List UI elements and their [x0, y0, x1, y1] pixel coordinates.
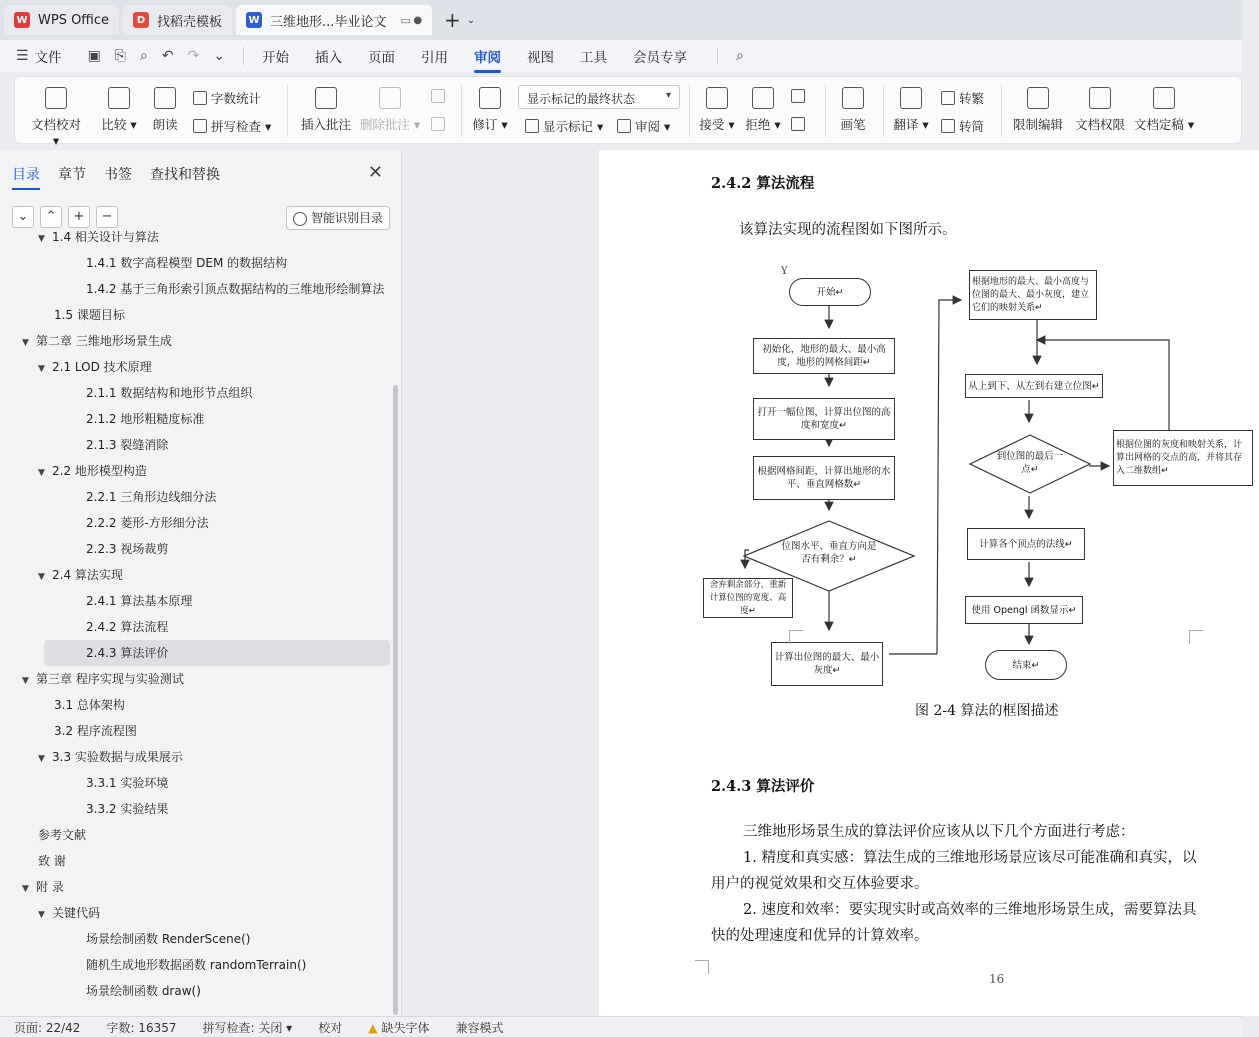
menu-member[interactable]: 会员专享	[633, 50, 688, 66]
toc-item[interactable]	[0, 718, 392, 744]
flow-decision-last: 到位图的最后一点↵	[969, 434, 1091, 494]
toc-item[interactable]	[0, 224, 392, 250]
text-boundary-corner	[1189, 630, 1203, 644]
toc-item[interactable]	[0, 666, 392, 692]
toc-item-label: 1.4 相关设计与算法	[52, 230, 159, 244]
menu-references[interactable]: 引用	[421, 50, 449, 66]
tab-toc[interactable]: 目录	[12, 164, 40, 184]
toc-item-label: 第二章 三维地形场景生成	[36, 334, 172, 348]
navigation-pane	[0, 150, 402, 1016]
paragraph-evaluation: 三维地形场景生成的算法评价应该从以下几个方面进行考虑：	[743, 824, 1135, 840]
tab-find-replace[interactable]: 查找和替换	[150, 167, 220, 183]
toc-item[interactable]	[0, 536, 392, 562]
toc-item[interactable]	[0, 380, 392, 406]
toc-item[interactable]	[0, 588, 392, 614]
compare-icon	[108, 87, 130, 109]
toc-item-label: 3.2 程序流程图	[54, 724, 137, 738]
flow-opengl: 使用 Opengl 函数显示↵	[965, 596, 1083, 624]
status-bar	[0, 1016, 1242, 1037]
flow-end: 结束↵	[985, 650, 1067, 680]
minus-icon: −	[101, 209, 113, 224]
menu-file[interactable]: 文件	[34, 50, 62, 66]
ink-pen-button[interactable]: 画笔	[835, 87, 871, 133]
simplified-chinese-icon	[941, 119, 955, 133]
toc-item[interactable]	[0, 250, 392, 276]
word-count-button[interactable]: 字数统计	[193, 89, 261, 107]
tab-chapters[interactable]: 章节	[58, 167, 86, 183]
menu-page[interactable]: 页面	[368, 50, 396, 66]
chevron-down-icon: ⌄	[17, 209, 29, 224]
toc-item[interactable]	[0, 562, 392, 588]
tab-list-chevron-icon[interactable]: ⌄	[466, 14, 476, 26]
warning-icon: ▲	[368, 1020, 378, 1035]
read-aloud-icon	[154, 87, 176, 109]
toc-item[interactable]	[0, 952, 392, 978]
expand-toggle-icon[interactable]: ▼	[38, 910, 45, 920]
heading-2-4-3: 2.4.3 算法评价	[711, 778, 815, 795]
toc-item[interactable]	[0, 796, 392, 822]
spell-check-button[interactable]: 拼写检查 ▾	[193, 117, 271, 135]
next-change-icon	[791, 117, 805, 131]
reject-button[interactable]: 拒绝 ▾	[745, 87, 781, 133]
flow-open-bitmap: 打开一幅位图，计算出位图的高度和宽度↵	[753, 398, 895, 440]
toc-item-label: 3.3.1 实验环境	[86, 776, 169, 790]
monitor-icon[interactable]: ▭	[400, 13, 411, 27]
flow-build-bitmap: 从上到下、从左到右建立位图↵	[965, 374, 1103, 398]
toc-item-label: 3.1 总体架构	[54, 698, 125, 712]
toc-item-label: 3.3.2 实验结果	[86, 802, 169, 816]
search-icon[interactable]: ⌕	[736, 48, 744, 64]
toc-item[interactable]	[0, 614, 392, 640]
flow-discard: 舍弃剩余部分，重新计算位图的宽度、高度↵	[703, 578, 793, 618]
insert-comment-icon	[315, 87, 337, 109]
toc-item-label: 1.4.2 基于三角形索引顶点数据结构的三维地形绘制算法	[86, 282, 385, 296]
toc-item[interactable]	[44, 640, 390, 666]
paragraph-accuracy-line2: 用户的视觉效果和交互体验要求。	[711, 876, 929, 892]
toc-item-label: 场景绘制函数 draw()	[86, 984, 201, 998]
word-count-icon	[193, 91, 207, 105]
toc-item-label: 1.5 课题目标	[54, 308, 125, 322]
menu-tools[interactable]: 工具	[580, 50, 608, 66]
toc-item-label: 2.2.2 菱形-方形细分法	[86, 516, 209, 530]
insert-comment-button[interactable]: 插入批注	[299, 87, 353, 133]
menu-bar	[0, 40, 1242, 72]
close-icon[interactable]: ✕	[367, 162, 383, 183]
toc-item[interactable]	[0, 848, 392, 874]
chevron-up-icon: ⌃	[45, 209, 57, 224]
expand-toggle-icon[interactable]: ▼	[22, 676, 29, 686]
ribbon-divider	[287, 85, 288, 137]
accept-button[interactable]: 接受 ▾	[699, 87, 735, 133]
toc-item[interactable]	[0, 328, 392, 354]
translate-button[interactable]: 翻译 ▾	[893, 87, 929, 133]
review-ribbon	[14, 76, 1242, 148]
unsaved-dot-icon[interactable]: ●	[413, 14, 423, 26]
toc-item-label: 2.4.1 算法基本原理	[86, 594, 193, 608]
markup-state-select[interactable]: 显示标记的最终状态 ▾	[518, 85, 680, 109]
toc-item-label: 2.2.1 三角形边线细分法	[86, 490, 217, 504]
expand-toggle-icon[interactable]: ▼	[38, 754, 45, 764]
text-boundary-corner	[695, 960, 709, 974]
missing-font-status[interactable]: ▲ 缺失字体	[368, 1020, 430, 1035]
flow-calc-grid: 根据网格间距，计算出地形的水平、垂直网格数↵	[753, 456, 895, 500]
ribbon-divider	[883, 85, 884, 137]
undo-icon[interactable]: ↶	[161, 48, 174, 64]
reject-icon	[752, 87, 774, 109]
toc-item-label: 2.1 LOD 技术原理	[52, 360, 152, 374]
toc-item-label: 2.2.3 视场裁剪	[86, 542, 169, 556]
menu-home[interactable]: 开始	[262, 50, 290, 66]
read-aloud-button[interactable]: 朗读	[149, 87, 181, 133]
new-tab-plus-icon[interactable]: +	[444, 8, 461, 32]
toc-item[interactable]	[0, 458, 392, 484]
toc-item[interactable]	[0, 484, 392, 510]
accept-icon	[706, 87, 728, 109]
pen-icon	[842, 87, 864, 109]
flow-mark-label: Y	[781, 266, 788, 277]
quick-access-chevron-icon[interactable]: ⌄	[213, 48, 226, 64]
toc-item-label: 3.3 实验数据与成果展示	[52, 750, 183, 764]
toc-item-label: 2.1.2 地形粗糙度标准	[86, 412, 205, 426]
toc-item[interactable]	[0, 900, 392, 926]
to-traditional-button[interactable]: 转繁	[941, 89, 984, 107]
prev-change-button[interactable]	[791, 89, 809, 103]
toc-scrollbar[interactable]	[393, 385, 398, 1015]
next-comment-button[interactable]	[431, 117, 449, 131]
toc-item[interactable]	[0, 354, 392, 380]
menu-view[interactable]: 视图	[527, 50, 555, 66]
toc-item[interactable]	[0, 744, 392, 770]
word-counter[interactable]: 字数: 16357	[106, 1020, 177, 1035]
toc-item[interactable]	[0, 406, 392, 432]
delete-comment-button[interactable]: 删除批注 ▾	[359, 87, 421, 133]
menu-insert[interactable]: 插入	[315, 50, 343, 66]
toc-item[interactable]	[0, 926, 392, 952]
paragraph-accuracy-line1: 1. 精度和真实感：算法生成的三维地形场景应该尽可能准确和真实，以	[743, 850, 1197, 866]
expand-toggle-icon[interactable]: ▼	[22, 338, 29, 348]
paragraph-speed-line2: 快的处理速度和优异的计算效率。	[711, 928, 929, 944]
toc-item-label: 2.2 地形模型构造	[52, 464, 147, 478]
tab-docer-templates[interactable]	[123, 5, 232, 35]
tab-label: 找稻壳模板	[157, 14, 223, 30]
flow-mapping: 根据地形的最大、最小高度与位图的最大、最小灰度，建立它们的映射关系↵	[969, 270, 1097, 320]
save-icon[interactable]: ▣	[87, 48, 101, 64]
toc-tree	[0, 230, 392, 1016]
toc-item-label: 1.4.1 数字高程模型 DEM 的数据结构	[86, 256, 288, 270]
print-preview-icon[interactable]: ⌕	[140, 48, 148, 64]
traditional-chinese-icon	[941, 91, 955, 105]
toc-item[interactable]	[0, 822, 392, 848]
page-number: 16	[989, 972, 1005, 986]
prev-comment-button[interactable]	[431, 89, 449, 103]
menu-review[interactable]: 审阅	[474, 46, 501, 66]
toc-item-label: 2.4.3 算法评价	[86, 646, 169, 660]
wps-logo-icon: W	[14, 12, 30, 28]
proofread-status[interactable]: 校对	[318, 1020, 343, 1035]
redo-icon[interactable]: ↷	[187, 48, 200, 64]
toc-item-label: 第三章 程序实现与实验测试	[36, 672, 184, 686]
menu-divider	[243, 47, 244, 65]
revise-button[interactable]: 修订 ▾	[471, 87, 509, 133]
heading-2-4-2: 2.4.2 算法流程	[711, 175, 815, 192]
page-counter[interactable]: 页面: 22/42	[14, 1020, 81, 1035]
finalize-button[interactable]: 文档定稿 ▾	[1133, 87, 1195, 133]
plus-icon: +	[73, 209, 85, 224]
tab-label: WPS Office	[38, 12, 110, 28]
toc-item[interactable]	[0, 874, 392, 900]
flowchart	[709, 260, 1259, 690]
toc-item[interactable]	[0, 770, 392, 796]
tab-document[interactable]	[236, 5, 432, 35]
flow-decision-remain: 位图水平、垂直方向是否有剩余？↵	[743, 520, 915, 592]
next-change-button[interactable]	[791, 117, 809, 131]
doc-permission-button[interactable]: 文档权限	[1073, 87, 1127, 133]
show-markup-button[interactable]: 显示标记 ▾	[525, 117, 603, 135]
restrict-edit-button[interactable]: 限制编辑	[1011, 87, 1065, 133]
toc-item-label: 场景绘制函数 RenderScene()	[86, 932, 251, 946]
prev-change-icon	[791, 89, 805, 103]
prev-comment-icon	[431, 89, 445, 103]
toc-item-label: 随机生成地形数据函数 randomTerrain()	[86, 958, 307, 972]
flow-normals: 计算各个顶点的法线↵	[967, 528, 1085, 560]
document-permission-icon	[1089, 87, 1111, 109]
document-finalize-icon	[1153, 87, 1175, 109]
tab-wps-office[interactable]	[4, 5, 119, 35]
ribbon-divider	[461, 85, 462, 137]
smart-toc-button[interactable]: 智能识别目录	[286, 206, 390, 230]
ribbon-divider	[825, 85, 826, 137]
docer-logo-icon: D	[133, 12, 149, 28]
revise-icon	[479, 87, 501, 109]
toc-item-label: 参考文献	[38, 828, 87, 842]
expand-toggle-icon[interactable]: ▼	[22, 884, 29, 894]
tab-bookmarks[interactable]: 书签	[104, 167, 132, 183]
next-comment-icon	[431, 117, 445, 131]
word-doc-icon: W	[246, 12, 262, 28]
ribbon-divider	[689, 85, 690, 137]
review-pane-icon	[617, 119, 631, 133]
flow-calc-gray: 计算出位图的最大、最小灰度↵	[771, 642, 883, 686]
toc-item[interactable]	[0, 692, 392, 718]
expand-toggle-icon[interactable]: ▼	[38, 468, 45, 478]
expand-toggle-icon[interactable]: ▼	[38, 364, 45, 374]
toc-item-label: 关键代码	[52, 906, 101, 920]
expand-toggle-icon[interactable]: ▼	[38, 572, 45, 582]
toc-item[interactable]	[0, 302, 392, 328]
document-area	[403, 150, 1242, 1016]
menu-divider	[717, 47, 718, 65]
toc-item-label: 2.4.2 算法流程	[86, 620, 169, 634]
document-page[interactable]	[599, 150, 1259, 1016]
toc-item-label: 致 谢	[38, 854, 66, 868]
tab-label: 三维地形...毕业论文	[270, 14, 387, 30]
toc-item[interactable]	[0, 510, 392, 536]
doc-check-icon	[45, 87, 67, 109]
toc-item-label: 2.1.3 裂缝消除	[86, 438, 169, 452]
compare-button[interactable]: 比较 ▾	[97, 87, 141, 133]
flow-init: 初始化，地形的最大、最小高度，地形的网格间距↵	[753, 338, 895, 374]
toc-item[interactable]	[0, 276, 392, 302]
chevron-down-icon: ▾	[665, 90, 671, 101]
figure-caption: 图 2-4 算法的框图描述	[915, 703, 1059, 719]
text-boundary-corner	[789, 630, 803, 644]
flow-calc-node: 根据位图的灰度和映射关系，计算出网格的交点的高，并将其存入二维数组↵	[1113, 430, 1253, 486]
doc-check-button[interactable]: 文档校对 ▾	[29, 87, 83, 148]
spell-check-icon	[193, 119, 207, 133]
expand-toggle-icon[interactable]: ▼	[38, 234, 45, 244]
paragraph-intro: 该算法实现的流程图如下图所示。	[739, 222, 957, 238]
export-icon[interactable]: ⎘	[114, 48, 126, 64]
toc-item[interactable]	[0, 978, 392, 1004]
paragraph-speed-line1: 2. 速度和效率：要实现实时或高效率的三维地形场景生成，需要算法具	[743, 902, 1197, 918]
to-simplified-button[interactable]: 转简	[941, 117, 984, 135]
tab-bar	[0, 0, 1242, 40]
toc-item-label: 2.1.1 数据结构和地形节点组织	[86, 386, 253, 400]
compat-mode-status: 兼容模式	[455, 1020, 504, 1035]
toc-item-label: 附 录	[36, 880, 64, 894]
toc-item[interactable]	[0, 432, 392, 458]
spell-check-status[interactable]: 拼写检查: 关闭 ▾	[202, 1020, 293, 1035]
review-pane-button[interactable]: 审阅 ▾	[617, 117, 670, 135]
ribbon-divider	[1001, 85, 1002, 137]
flow-start: 开始↵	[789, 278, 871, 306]
lock-document-icon	[1027, 87, 1049, 109]
toc-item-label: 2.4 算法实现	[52, 568, 123, 582]
hamburger-menu-icon[interactable]: ☰	[16, 48, 29, 64]
translate-icon	[900, 87, 922, 109]
show-markup-icon	[525, 119, 539, 133]
delete-comment-icon	[379, 87, 401, 109]
nav-tabs	[12, 164, 238, 184]
